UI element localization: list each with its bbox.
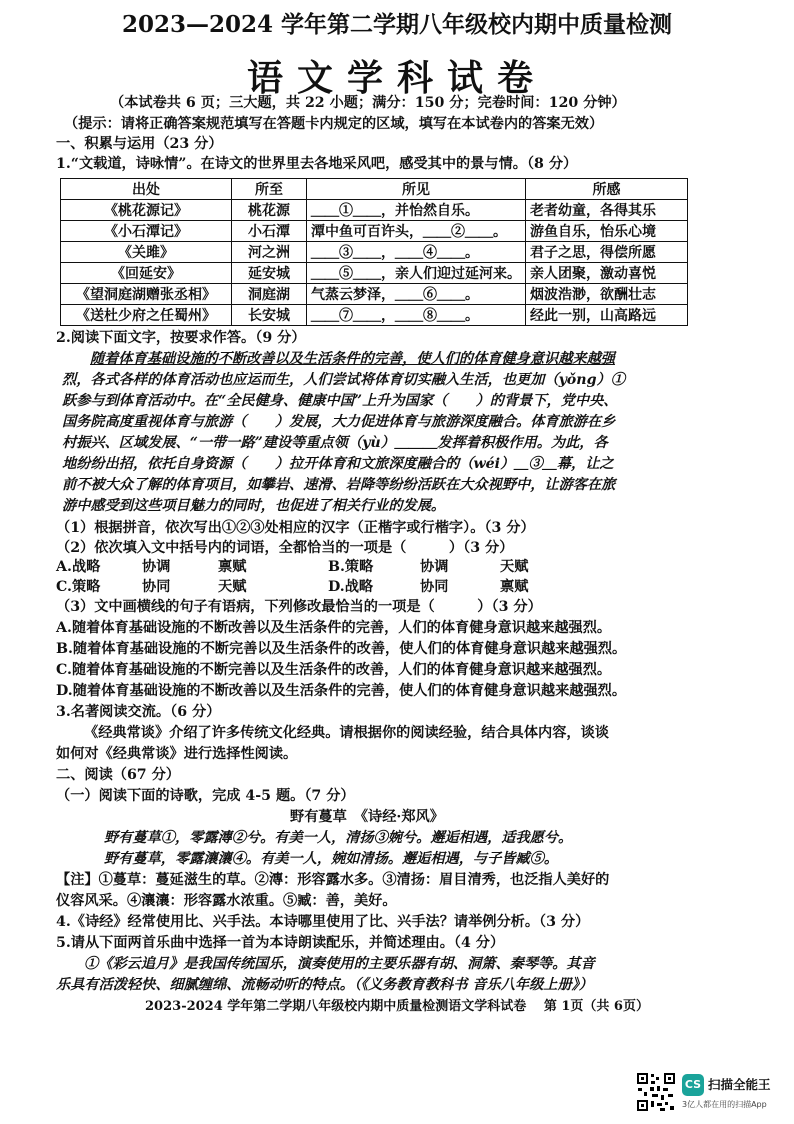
- option-word: 禀赋: [218, 559, 247, 575]
- poem-notes: 仪容风采。④瀼瀼：形容露水浓重。⑤臧：善，美好。: [56, 893, 397, 909]
- question-5-text: ①《彩云追月》是我国传统国乐，演奏使用的主要乐器有胡、洞箫、秦琴等。其音: [84, 956, 595, 972]
- option-word: 天赋: [500, 559, 529, 575]
- table-cell: 烟波浩渺，欲酬壮志: [526, 284, 688, 305]
- table-cell: 《望洞庭湖赠张丞相》: [61, 284, 232, 305]
- option-d-line: D.随着体育基础设施的不断改善以及生活条件的完善，使人们的体育健身意识越来越强烈。: [56, 683, 627, 699]
- subquestion-2: （2）依次填入文中括号内的词语，全都恰当的一项是（ ）（3 分）: [56, 540, 514, 556]
- exam-subtitle: 语文学科试卷: [246, 57, 547, 99]
- option-word: 天赋: [218, 579, 247, 595]
- passage-line: 跃参与到体育活动中。在“全民健身、健康中国”上升为国家（ ）的背景下，党中央、: [62, 393, 618, 409]
- table-cell: 《送杜少府之任蜀州》: [61, 305, 232, 326]
- poem-line: 野有蔓草，零露瀼瀼④。有美一人，婉如清扬。邂逅相遇，与子皆臧⑤。: [104, 851, 559, 867]
- table-cell: 《关雎》: [61, 242, 232, 263]
- question-2: 2.阅读下面文字，按要求作答。（9 分）: [56, 330, 306, 346]
- table-cell: ＿＿③＿＿，＿＿④＿＿。: [307, 242, 526, 263]
- table-cell: 桃花源: [232, 200, 307, 221]
- poem-line: 野有蔓草①，零露漙②兮。有美一人，清扬③婉兮。邂逅相遇，适我愿兮。: [104, 830, 573, 846]
- subquestion-3: （3）文中画横线的句子有语病，下列修改最恰当的一项是（ ）（3 分）: [56, 599, 542, 615]
- question-3-text: 如何对《经典常谈》进行选择性阅读。: [56, 746, 298, 762]
- page-footer: 2023-2024 学年第二学期八年级校内期中质量检测语文学科试卷 第 1页（共 6页）: [145, 999, 649, 1014]
- table-header: 所见: [307, 179, 526, 200]
- part1-heading: （一）阅读下面的诗歌，完成 4-5 题。（7 分）: [56, 788, 355, 804]
- option-c: C.策略: [56, 579, 101, 595]
- table-cell: 长安城: [232, 305, 307, 326]
- option-d: D.战略: [328, 579, 374, 595]
- table-row: [61, 263, 688, 284]
- table-header: 所感: [526, 179, 688, 200]
- table-row: [61, 242, 688, 263]
- passage-line: 国务院高度重视体育与旅游（ ）发展，大力促进体育与旅游深度融合。体育旅游在乡: [62, 414, 616, 430]
- poem-notes: 【注】①蔓草：蔓延滋生的草。②漙：形容露水多。③清扬：眉目清秀，也泛指人美好的: [56, 872, 610, 888]
- question-4: 4.《诗经》经常使用比、兴手法。本诗哪里使用了比、兴手法？请举例分析。（3 分）: [56, 914, 590, 930]
- table-cell: 君子之思，得偿所愿: [526, 242, 688, 263]
- table-header: 所至: [232, 179, 307, 200]
- question-5-text: 乐具有活泼轻快、细腻缠绵、流畅动听的特点。（《义务教育教科书 音乐八年级上册》）: [56, 977, 593, 993]
- option-b: B.策略: [328, 559, 374, 575]
- option-word: 协调: [420, 559, 449, 575]
- option-word: 协同: [142, 579, 171, 595]
- scanner-app-tagline: 3亿人都在用的扫描App: [682, 1100, 767, 1109]
- passage-line: 村振兴、区域发展、“一带一路”建设等重点领（yù）＿＿＿发挥着积极作用。为此，各: [62, 435, 608, 451]
- table-cell: ＿＿①＿＿，并怡然自乐。: [307, 200, 526, 221]
- table-row: [61, 221, 688, 242]
- option-word: 禀赋: [500, 579, 529, 595]
- poem-title: 野有蔓草 《诗经·郑风》: [290, 809, 444, 825]
- question-5: 5.请从下面两首乐曲中选择一首为本诗朗读配乐，并简述理由。（4 分）: [56, 935, 505, 951]
- option-word: 协同: [420, 579, 449, 595]
- table-cell: 气蒸云梦泽，＿＿⑥＿＿。: [307, 284, 526, 305]
- section1-heading: 一、积累与运用（23 分）: [56, 136, 223, 152]
- table-cell: 河之洲: [232, 242, 307, 263]
- question-1: 1.“文载道，诗咏情”。在诗文的世界里去各地采风吧，感受其中的景与情。（8 分）: [56, 156, 578, 172]
- option-a-line: A.随着体育基础设施的不断改善以及生活条件的完善，人们的体育健身意识越来越强烈。: [56, 620, 612, 636]
- table-header-row: [61, 179, 688, 200]
- qr-code-icon: [636, 1072, 676, 1112]
- table-cell: 老者幼童，各得其乐: [526, 200, 688, 221]
- question-3-text: 《经典常谈》介绍了许多传统文化经典。请根据你的阅读经验，结合具体内容，谈谈: [84, 725, 609, 741]
- table-cell: 小石潭: [232, 221, 307, 242]
- table-cell: 游鱼自乐，怡乐心境: [526, 221, 688, 242]
- scanner-app-name: 扫描全能王: [708, 1077, 771, 1092]
- option-a: A.战略: [56, 559, 101, 575]
- table-row: [61, 305, 688, 326]
- passage-line: 烈，各式各样的体育活动也应运而生，人们尝试将体育切实融入生活，也更加（yǒng）①: [62, 372, 625, 388]
- exam-title: 2023—2024 学年第二学期八年级校内期中质量检测: [121, 11, 673, 38]
- option-c-line: C.随着体育基础设施的不断完善以及生活条件的改善，人们的体育健身意识越来越强烈。: [56, 662, 612, 678]
- table-cell: 《桃花源记》: [61, 200, 232, 221]
- passage-line: 游中感受到这些项目魅力的同时，也促进了相关行业的发展。: [62, 498, 446, 514]
- exam-tip: （提示：请将正确答案规范填写在答题卡内规定的区域，填写在本试卷内的答案无效）: [64, 116, 604, 132]
- table-cell: 《回延安》: [61, 263, 232, 284]
- question-3: 3.名著阅读交流。（6 分）: [56, 704, 221, 720]
- passage-underlined: 随着体育基础设施的不断改善以及生活条件的完善，使人们的体育健身意识越来越强: [90, 351, 615, 367]
- table-cell: ＿＿⑦＿＿，＿＿⑧＿＿。: [307, 305, 526, 326]
- table-row: [61, 284, 688, 305]
- exam-info: （本试卷共 6 页；三大题，共 22 小题；满分：150 分；完卷时间：120 分钟）: [110, 95, 626, 111]
- passage-line: [62, 349, 754, 369]
- table-cell: 延安城: [232, 263, 307, 284]
- passage-line: 前不被大众了解的体育项目，如攀岩、速滑、岩降等纷纷活跃在大众视野中，让游客在旅: [62, 477, 616, 493]
- table-cell: ＿＿⑤＿＿，亲人们迎过延河来。: [307, 263, 526, 284]
- poetry-table: [60, 178, 688, 326]
- table-cell: 潭中鱼可百许头，＿＿②＿＿。: [307, 221, 526, 242]
- option-b-line: B.随着体育基础设施的不断完善以及生活条件的改善，使人们的体育健身意识越来越强烈。: [56, 641, 627, 657]
- option-word: 协调: [142, 559, 171, 575]
- section2-heading: 二、阅读（67 分）: [56, 767, 180, 783]
- table-header: 出处: [61, 179, 232, 200]
- table-cell: 经此一别，山高路远: [526, 305, 688, 326]
- table-cell: 《小石潭记》: [61, 221, 232, 242]
- passage-line: 地纷纷出招，依托自身资源（ ）拉开体育和文旅深度融合的（wéi）＿③＿幕，让之: [62, 456, 614, 472]
- table-cell: 亲人团聚，激动喜悦: [526, 263, 688, 284]
- table-row: [61, 200, 688, 221]
- camscanner-logo-icon: CS: [682, 1074, 704, 1096]
- table-cell: 洞庭湖: [232, 284, 307, 305]
- subquestion-1: （1）根据拼音，依次写出①②③处相应的汉字（正楷字或行楷字）。（3 分）: [56, 520, 535, 536]
